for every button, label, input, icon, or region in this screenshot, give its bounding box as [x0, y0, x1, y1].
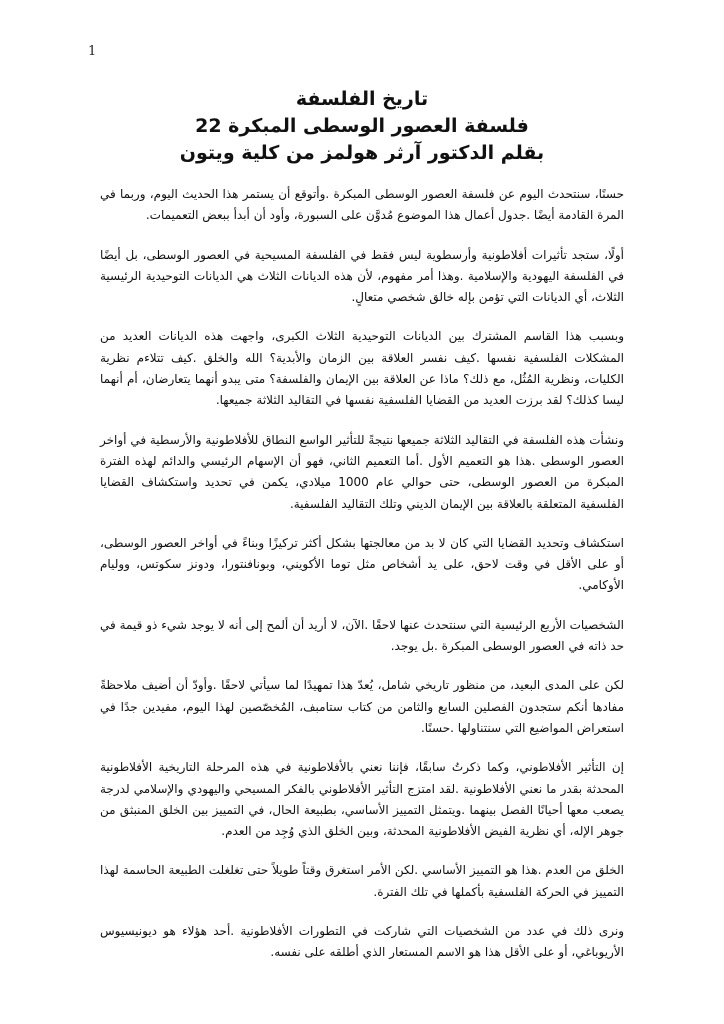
paragraph-6: الشخصيات الأربع الرئيسية التي سنتحدث عنها لاحقًا .الآن، لا أريد أن ألمح إلى أنه لا يوجد شيء ذو قيمة في حد ذاته في العصور الوسطى المبكرة .بل يوجد. — [100, 617, 624, 654]
title-line-1: تاريخ الفلسفة — [295, 88, 429, 110]
paragraph-2: أولًا، ستجد تأثيرات أفلاطونية وأرسطوية ليس فقط في الفلسفة المسيحية في العصور الوسطى، بل أيضًا في الفلسفة اليهودية والإسلامية .وهذا أمر مفهوم، لأن هذه الديانات الثلاث هي الديانات التوحيدية الرئيسية الثلاث، أي الديانات التي تؤمن بإله خالق شخصي متعالٍ. — [100, 247, 624, 305]
document-body — [100, 184, 624, 982]
paragraph-1: حسنًا، سنتحدث اليوم عن فلسفة العصور الوسطى المبكرة .وأتوقع أن يستمر هذا الحديث اليوم، وربما في المرة القادمة أيضًا .جدول أعمال هذا الموضوع مُدوَّن على السبورة، وأود أن أبدأ ببعض التعميمات. — [100, 187, 624, 223]
paragraph-3: وبسبب هذا القاسم المشترك بين الديانات التوحيدية الثلاث الكبرى، واجهت هذه الديانات العديد من المشكلات الفلسفية نفسها .كيف نفسر العلاقة بين الزمان والأبدية؟ الله والخلق .كيف تتلاءم نظرية الكليات، ونظرية المُثُل، مع ذلك؟ ماذا عن العلاقة بين الإيمان والفلسفة؟ متى يبدو أنهما يتعارضان، أم أنهما ليسا كذلك؟ لقد برزت العديد من القضايا الفلسفية نفسها في التقاليد الثلاثة جميعها. — [100, 329, 624, 408]
document-title — [100, 86, 624, 167]
paragraph-7: لكن على المدى البعيد، من منظور تاريخي شامل، يُعدّ هذا تمهيدًا لما سيأتي لاحقًا .وأودّ أن أضيف ملاحظةً مفادها أنكم ستجدون الفصلين السابع والثامن من كتاب ستامبف، المُخصّصين لهذا اليوم، مفيدين جدًا في استعراض المواضيع التي سنتناولها .حسنًا. — [100, 678, 624, 735]
title-line-3: بقلم الدكتور آرثر هولمز من كلية ويتون — [179, 142, 545, 164]
paragraph-4: ونشأت هذه الفلسفة في التقاليد الثلاثة جميعها نتيجةً للتأثير الواسع النطاق للأفلاطونية والأرسطية في أواخر العصور الوسطى .هذا هو التعميم الأول .أما التعميم الثاني، فهو أن الإسهام الرئيسي والدائم لهذه الفترة المبكرة من العصور الوسطى، حتى حوالي عام 1000 ميلادي، يكمن في تحديد واستكشاف القضايا الفلسفية المتعلقة بالعلاقة بين الإيمان الديني وتلك التقاليد الفلسفية. — [100, 432, 625, 511]
page-number: 1 — [88, 44, 97, 59]
paragraph-5: استكشاف وتحديد القضايا التي كان لا بد من معالجتها بشكل أكثر تركيزًا وبناءً في أواخر العصور الوسطى، أو على الأقل في وقت لاحق، على يد أشخاص مثل توما الأكويني، وبونافنتورا، ودونز سكوتس، ووليام الأوكامي. — [100, 535, 624, 593]
paragraph-9: الخلق من العدم .هذا هو التمييز الأساسي .لكن الأمر استغرق وقتاً طويلاً حتى تغلغلت الطبيعة الحاسمة لهذا التمييز في الحركة الفلسفية بأكملها في تلك الفترة. — [100, 863, 624, 899]
paragraph-8: إن التأثير الأفلاطوني، وكما ذكرتُ سابقًا، فإننا نعني بالأفلاطونية في هذه المرحلة التاريخية الأفلاطونية المحدثة بقدر ما نعني الأفلاطونية .لقد امتزج التأثير الأفلاطوني بالفكر المسيحي واليهودي والإسلامي لدرجة يصعب معها أحيانًا الفصل بينهما .ويتمثل التمييز الأساسي، بطبيعة الحال، في التمييز بين الخلق المنبثق من جوهر الإله، أي نظرية الفيض الأفلاطونية المحدثة، وبين الخلق الذي وُجِد من العدم. — [100, 760, 624, 839]
title-line-2: فلسفة العصور الوسطى المبكرة 22 — [195, 115, 529, 137]
paragraph-10: ونرى ذلك في عدد من الشخصيات التي شاركت في التطورات الأفلاطونية .أحد هؤلاء هو ديونيسيوس الأريوباغي، أو على الأقل هذا هو الاسم المستعار الذي أطلقه على نفسه. — [100, 924, 624, 960]
